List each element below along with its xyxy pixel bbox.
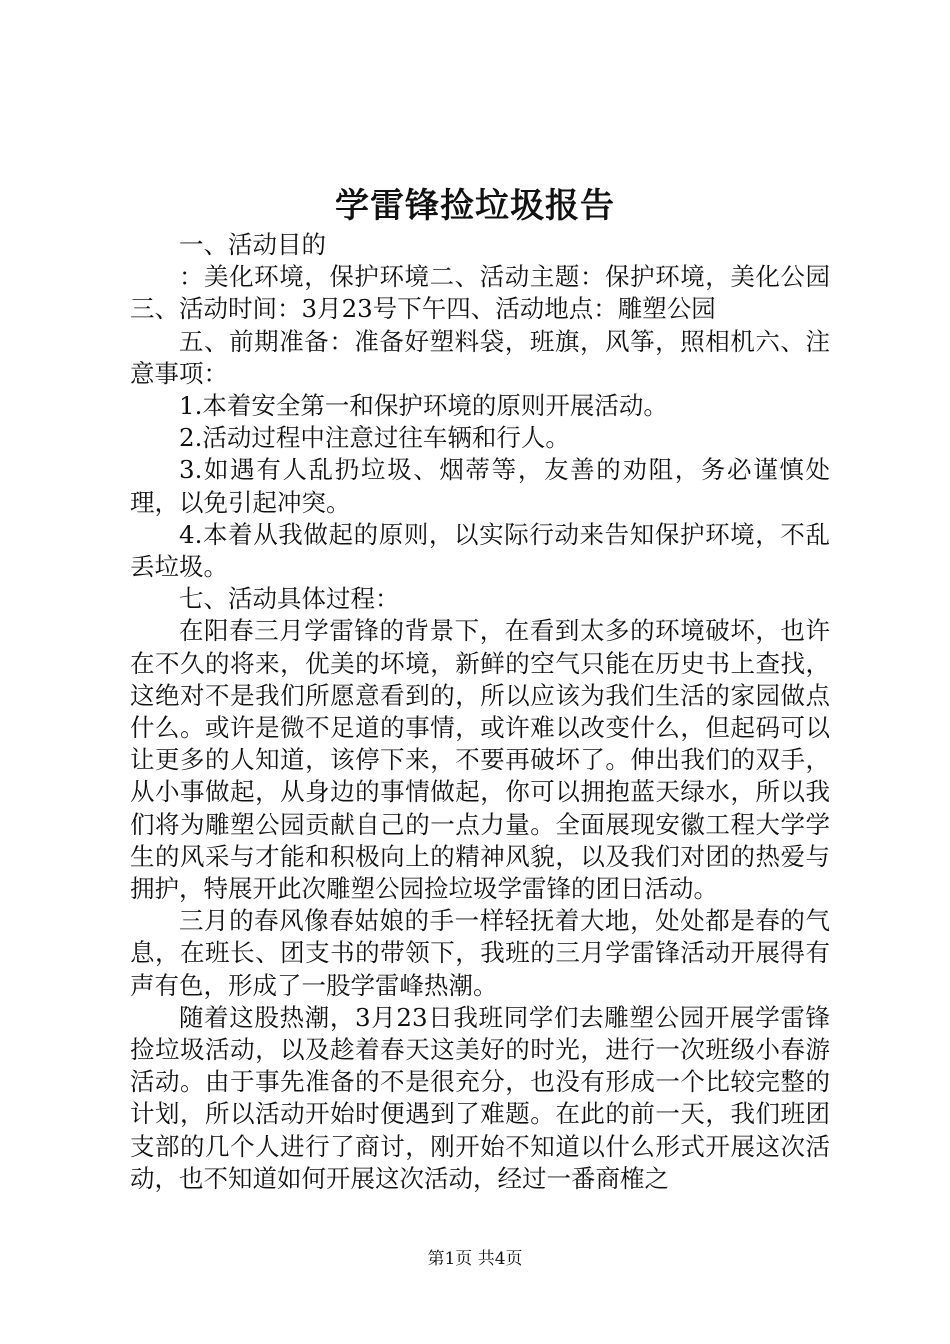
paragraph-note-3: 3.如遇有人乱扔垃圾、烟蒂等，友善的劝阻，务必谨慎处理，以免引起冲突。 <box>130 455 830 517</box>
paragraph-preparation: 五、前期准备：准备好塑料袋，班旗，风筝，照相机六、注意事项： <box>130 326 830 388</box>
paragraph-note-1: 1.本着安全第一和保护环境的原则开展活动。 <box>179 391 668 421</box>
paragraph-process-heading: 七、活动具体过程： <box>179 584 400 614</box>
paragraph-purpose-heading: 一、活动目的 <box>179 230 326 259</box>
paragraph-note-2: 2.活动过程中注意过往车辆和行人。 <box>179 423 570 453</box>
document-body <box>130 229 830 1195</box>
document-title: 学雷锋捡垃圾报告 <box>335 186 615 226</box>
paragraph-spring: 三月的春风像春姑娘的手一样轻抚着大地，处处都是春的气息，在班长、团支书的带领下，我班的三月学雷锋活动开展得有声有色，形成了一股学雷峰热潮。 <box>130 906 830 1000</box>
page-number-footer: 第1页 共4页 <box>427 1249 523 1269</box>
paragraph-theme-time-place: ：美化环境，保护环境二、活动主题：保护环境，美化公园三、活动时间：3月23号下午四、活动地点：雕塑公园 <box>130 262 830 324</box>
paragraph-background: 在阳春三月学雷锋的背景下，在看到太多的环境破坏，也许在不久的将来，优美的坏境，新鲜的空气只能在历史书上查找，这绝对不是我们所愿意看到的，所以应该为我们生活的家园做点什么。或许是微不足道的事情，或许难以改变什么，但起码可以让更多的人知道，该停下来，不要再破坏了。伸出我们的双手，从小事做起，从身边的事情做起，你可以拥抱蓝天绿水，所以我们将为雕塑公园贡献自己的一点力量。全面展现安徽工程大学学生的风采与才能和积极向上的精神风貌，以及我们对团的热爱与拥护，特展开此次雕塑公园捡垃圾学雷锋的团日活动。 <box>130 616 830 904</box>
paragraph-note-4: 4.本着从我做起的原则，以实际行动来告知保护环境，不乱丢垃圾。 <box>130 519 830 582</box>
paragraph-activity: 随着这股热潮，3月23日我班同学们去雕塑公园开展学雷锋捡垃圾活动，以及趁着春天这美好的时光，进行一次班级小春游活动。由于事先准备的不是很充分，也没有形成一个比较完整的计划，所以活动开始时便遇到了难题。在此的前一天，我们班团支部的几个人进行了商讨，刚开始不知道以什么形式开展这次活动，也不知道如何开展这次活动，经过一番商榷之 <box>130 1002 830 1193</box>
